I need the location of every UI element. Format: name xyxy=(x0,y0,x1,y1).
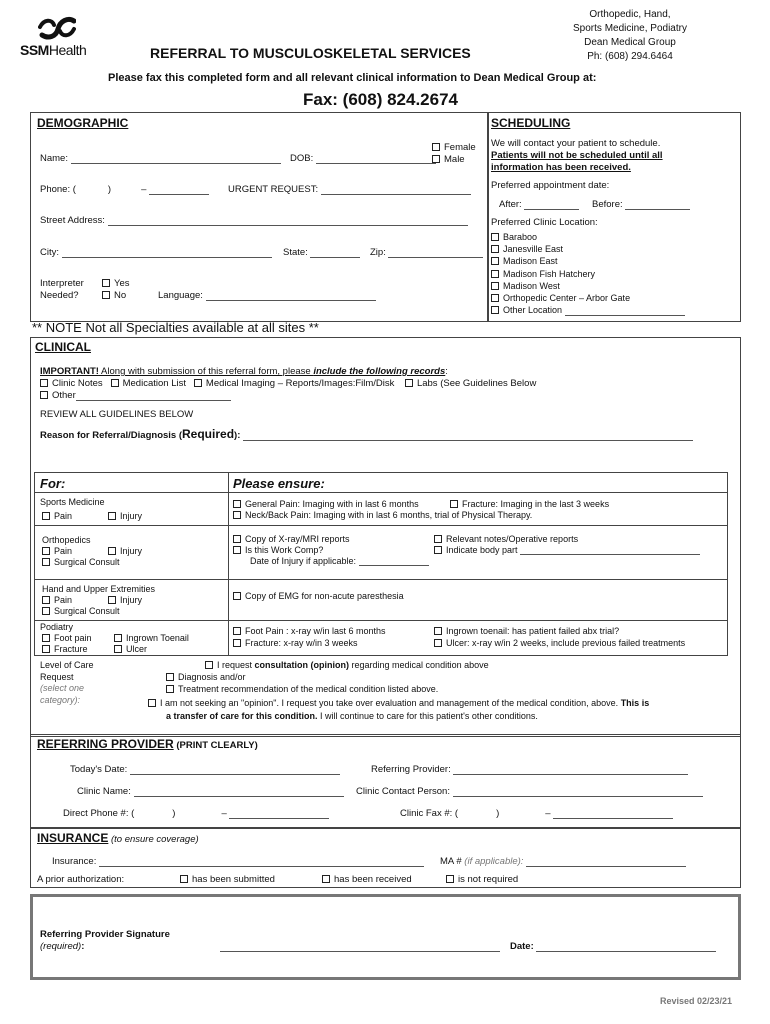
hand-injury-checkbox[interactable]: Injury xyxy=(108,595,142,605)
ortho-work-comp[interactable]: Is this Work Comp? xyxy=(233,545,323,555)
logo-text: SSMHealth xyxy=(20,42,87,58)
transfer-of-care-text: a transfer of care for this condition. I will continue to care for this patient's other conditions. xyxy=(166,711,538,721)
clinic-fax-field[interactable]: Clinic Fax #: ( ) – xyxy=(400,808,673,819)
contact-block: Orthopedic, Hand, Sports Medicine, Podiatry Dean Medical Group Ph: (608) 294.6464 xyxy=(573,9,687,62)
interpreter-label: Interpreter Needed? xyxy=(40,278,84,301)
table-rule xyxy=(34,492,728,493)
sports-neck-back[interactable]: Neck/Back Pain: Imaging with in last 6 months, trial of Physical Therapy. xyxy=(233,510,532,520)
for-header: For: xyxy=(40,476,66,491)
name-field[interactable]: Name: xyxy=(40,153,281,164)
sports-fracture[interactable]: Fracture: Imaging in the last 3 weeks xyxy=(450,499,609,509)
location-madison-east[interactable]: Madison East xyxy=(491,255,685,267)
prior-auth-received[interactable]: has been received xyxy=(322,874,412,885)
review-guidelines: REVIEW ALL GUIDELINES BELOW xyxy=(40,409,194,420)
referring-provider-field[interactable]: Referring Provider: xyxy=(371,764,688,775)
city-field[interactable]: City: xyxy=(40,247,272,258)
state-field[interactable]: State: xyxy=(283,247,360,258)
preferred-location-label: Preferred Clinic Location: xyxy=(491,217,598,228)
form-title: REFERRAL TO MUSCULOSKELETAL SERVICES xyxy=(150,45,471,61)
ulcer-checkbox[interactable]: Ulcer xyxy=(114,644,147,654)
ssm-logo-icon xyxy=(38,15,76,41)
clinical-title: CLINICAL xyxy=(35,340,91,354)
table-rule xyxy=(34,620,728,621)
urgent-request-field[interactable]: URGENT REQUEST: xyxy=(228,184,471,195)
important-note: IMPORTANT! Along with submission of this referral form, please include the following records: xyxy=(40,366,448,377)
table-rule xyxy=(34,525,728,526)
reason-for-referral-field[interactable]: Reason for Referral/Diagnosis (Required): xyxy=(40,427,693,441)
ortho-date-of-injury[interactable]: Date of Injury if applicable: xyxy=(250,556,429,566)
table-rule xyxy=(34,579,728,580)
clinic-contact-field[interactable]: Clinic Contact Person: xyxy=(356,786,703,797)
location-orthopedic-center[interactable]: Orthopedic Center – Arbor Gate xyxy=(491,292,685,304)
female-checkbox[interactable]: Female xyxy=(432,142,476,153)
after-date-field[interactable]: After: xyxy=(499,199,579,210)
scheduling-title: SCHEDULING xyxy=(491,116,571,130)
prior-authorization-label: A prior authorization: xyxy=(37,874,125,885)
todays-date-field[interactable]: Today's Date: xyxy=(70,764,340,775)
sports-pain-checkbox[interactable]: Pain xyxy=(42,511,72,521)
ortho-pain-checkbox[interactable]: Pain xyxy=(42,546,72,556)
location-madison-west[interactable]: Madison West xyxy=(491,280,685,292)
phone-field[interactable]: Phone: ( ) – xyxy=(40,184,209,195)
before-date-field[interactable]: Before: xyxy=(592,199,690,210)
treatment-option[interactable]: Treatment recommendation of the medical condition listed above. xyxy=(166,684,438,694)
ortho-relevant-notes[interactable]: Relevant notes/Operative reports xyxy=(434,534,578,544)
location-list xyxy=(491,231,685,316)
transfer-of-care-option[interactable]: I am not seeking an "opinion". I request you take over evaluation and management of the medical condition, above. This is xyxy=(148,698,649,708)
preferred-date-label: Preferred appointment date: xyxy=(491,180,610,191)
ma-number-field[interactable]: MA # (if applicable): xyxy=(440,856,686,867)
scheduling-notice: We will contact your patient to schedule. Patients will not be scheduled until all information has been received. xyxy=(491,138,663,173)
fax-number: Fax: (608) 824.2674 xyxy=(303,90,458,109)
demographic-title: DEMOGRAPHIC xyxy=(37,116,129,130)
ortho-body-part[interactable]: Indicate body part xyxy=(434,545,700,555)
zip-field[interactable]: Zip: xyxy=(370,247,483,258)
fax-instruction: Please fax this completed form and all relevant clinical information to Dean Medical Group at: xyxy=(108,72,597,84)
medication-list-checkbox[interactable]: Medication List xyxy=(111,378,186,389)
foot-pain-checkbox[interactable]: Foot pain xyxy=(42,633,92,643)
male-checkbox[interactable]: Male xyxy=(432,154,465,165)
ortho-xray-reports[interactable]: Copy of X-ray/MRI reports xyxy=(233,534,350,544)
pod-fracture[interactable]: Fracture: x-ray w/in 3 weeks xyxy=(233,638,358,648)
sports-medicine-label: Sports Medicine xyxy=(40,497,105,507)
insurance-title: INSURANCE (to ensure coverage) xyxy=(37,831,199,845)
please-ensure-header: Please ensure: xyxy=(233,476,325,491)
records-checklist xyxy=(40,378,536,389)
labs-checkbox[interactable]: Labs (See Guidelines Below xyxy=(405,378,536,389)
level-of-care-label: Level of Care Request (select one category): xyxy=(40,660,94,705)
table-divider xyxy=(228,472,229,656)
pod-ingrown[interactable]: Ingrown toenail: has patient failed abx trial? xyxy=(434,626,619,636)
referring-provider-title: REFERRING PROVIDER (PRINT CLEARLY) xyxy=(37,737,258,751)
specialties-note: ** NOTE Not all Specialties available at all sites ** xyxy=(32,320,319,335)
location-other[interactable]: Other Location xyxy=(491,304,685,316)
ingrown-toenail-checkbox[interactable]: Ingrown Toenail xyxy=(114,633,189,643)
insurance-field[interactable]: Insurance: xyxy=(52,856,424,867)
revision-date: Revised 02/23/21 xyxy=(660,996,733,1006)
direct-phone-field[interactable]: Direct Phone #: ( ) – xyxy=(63,808,329,819)
ortho-surgical-checkbox[interactable]: Surgical Consult xyxy=(42,557,120,567)
location-baraboo[interactable]: Baraboo xyxy=(491,231,685,243)
clinic-name-field[interactable]: Clinic Name: xyxy=(77,786,344,797)
signature-label: Referring Provider Signature (required): xyxy=(40,929,170,952)
sports-general-pain[interactable]: General Pain: Imaging with in last 6 months xyxy=(233,499,419,509)
signature-field[interactable] xyxy=(220,941,500,952)
other-records-field[interactable]: Other xyxy=(40,390,231,401)
diagnosis-option[interactable]: Diagnosis and/or xyxy=(166,672,246,682)
dob-field[interactable]: DOB: xyxy=(290,153,436,164)
hand-emg-copy[interactable]: Copy of EMG for non-acute paresthesia xyxy=(233,591,404,601)
hand-pain-checkbox[interactable]: Pain xyxy=(42,595,72,605)
medical-imaging-checkbox[interactable]: Medical Imaging – Reports/Images:Film/Disk xyxy=(194,378,394,389)
location-janesville-east[interactable]: Janesville East xyxy=(491,243,685,255)
street-address-field[interactable]: Street Address: xyxy=(40,215,468,226)
language-field[interactable]: Language: xyxy=(158,290,376,301)
prior-auth-not-required[interactable]: is not required xyxy=(446,874,518,885)
clinic-notes-checkbox[interactable]: Clinic Notes xyxy=(40,378,103,389)
hand-label: Hand and Upper Extremities xyxy=(42,584,156,594)
consultation-option[interactable]: I request consultation (opinion) regarding medical condition above xyxy=(205,660,489,670)
hand-surgical-checkbox[interactable]: Surgical Consult xyxy=(42,606,120,616)
fracture-checkbox[interactable]: Fracture xyxy=(42,644,88,654)
pod-foot-pain[interactable]: Foot Pain : x-ray w/in last 6 months xyxy=(233,626,386,636)
orthopedics-label: Orthopedics xyxy=(42,535,91,545)
interpreter-yes-checkbox[interactable]: Yes xyxy=(102,278,130,289)
ortho-injury-checkbox[interactable]: Injury xyxy=(108,546,142,556)
interpreter-no-checkbox[interactable]: No xyxy=(102,290,126,301)
pod-ulcer[interactable]: Ulcer: x-ray w/in 2 weeks, include previous failed treatments xyxy=(434,638,685,648)
podiatry-label: Podiatry xyxy=(40,622,74,632)
signature-date-field[interactable]: Date: xyxy=(510,941,716,952)
sports-injury-checkbox[interactable]: Injury xyxy=(108,511,142,521)
prior-auth-submitted[interactable]: has been submitted xyxy=(180,874,275,885)
location-madison-fish-hatchery[interactable]: Madison Fish Hatchery xyxy=(491,268,685,280)
